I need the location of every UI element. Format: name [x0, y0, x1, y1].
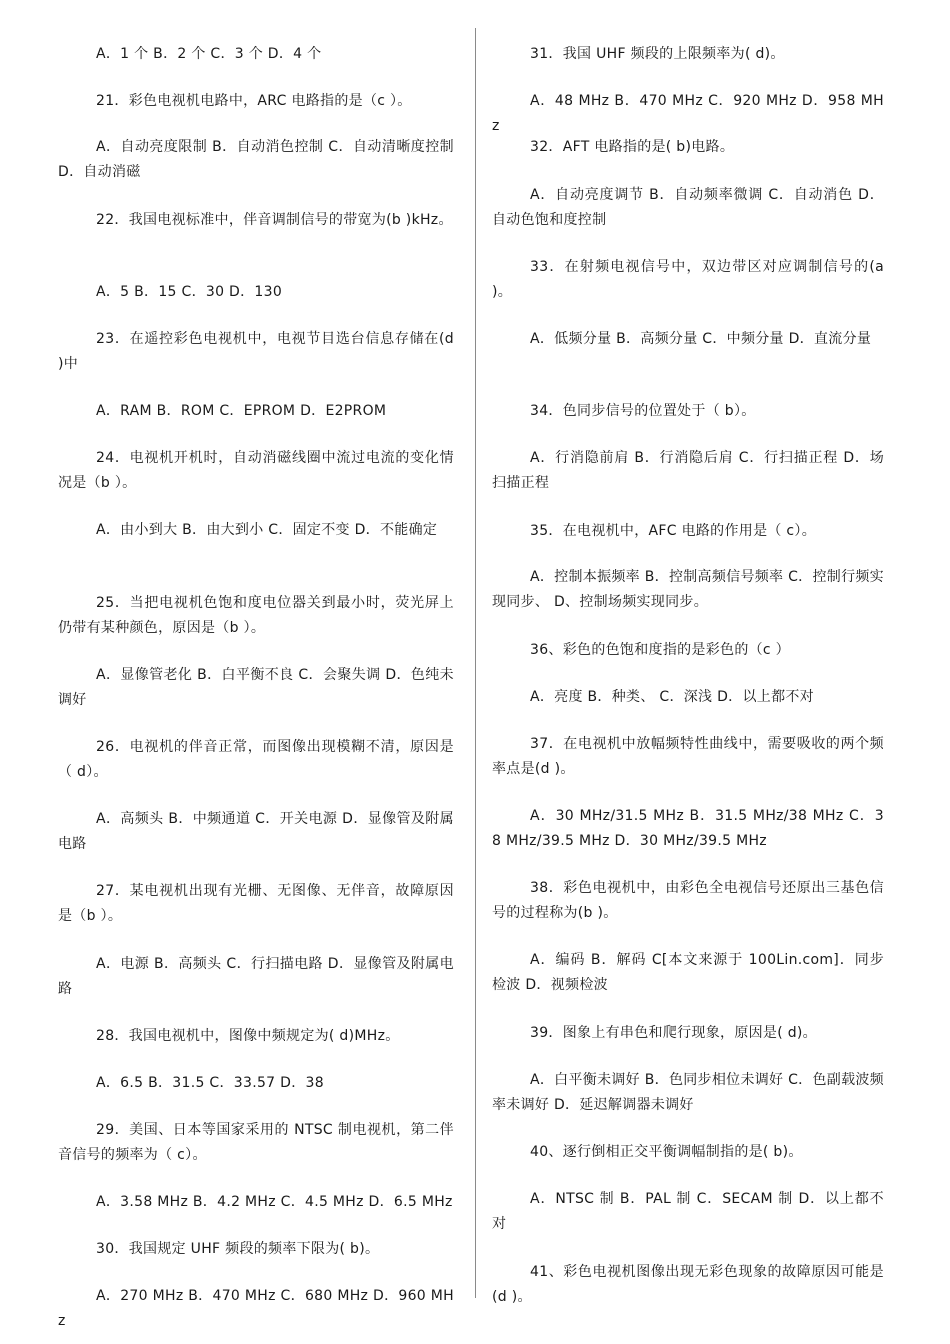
paragraph-answer-21: A．自动亮度限制 B．自动消色控制 C．自动清晰度控制 D．自动消磁: [58, 139, 454, 180]
question-29: 29．美国、日本等国家采用的 NTSC 制电视机，第二伴音信号的频率为（ c）。: [58, 1122, 454, 1163]
paragraph-answer-30: A．270 MHz B．470 MHz C．680 MHz D．960 MHz: [58, 1288, 454, 1329]
question-41: 41、彩色电视机图像出现无彩色现象的故障原因可能是(d )。: [492, 1264, 884, 1305]
question-27: 27．某电视机出现有光栅、无图像、无伴音，故障原因是（b ）。: [58, 883, 454, 924]
paragraph-answer-29: A．3.58 MHz B．4.2 MHz C．4.5 MHz D．6.5 MHz: [96, 1194, 453, 1210]
left-column: [58, 0, 454, 1344]
question-37: 37．在电视机中放幅频特性曲线中，需要吸收的两个频率点是(d )。: [492, 736, 884, 777]
question-25: 25．当把电视机色饱和度电位器关到最小时，荧光屏上仍带有某种颜色，原因是（b ）。: [58, 595, 454, 636]
question-38: 38．彩色电视机中，由彩色全电视信号还原出三基色信号的过程称为(b )。: [492, 880, 884, 921]
paragraph-answer-23: A．RAM B．ROM C．EPROM D．E2PROM: [96, 403, 387, 419]
paragraph-answer-22: A．5 B．15 C．30 D．130: [96, 284, 283, 300]
right-column: [492, 0, 884, 1344]
paragraph-answer-35: A．控制本振频率 B．控制高频信号频率 C．控制行频实现同步、 D、控制场频实现同步。: [492, 569, 884, 610]
paragraph-answer-32: A．自动亮度调节 B．自动频率微调 C．自动消色 D．自动色饱和度控制: [492, 187, 884, 228]
question-40: 40、逐行倒相正交平衡调幅制指的是( b)。: [530, 1144, 803, 1160]
paragraph-answer-38: A．编码 B．解码 C[本文来源于 100Lin.com]．同步检波 D．视频检波: [492, 952, 884, 993]
paragraph-answer-31: A．48 MHz B．470 MHz C．920 MHz D．958 MHz: [492, 93, 884, 134]
paragraph-answer-28: A．6.5 B．31.5 C．33.57 D．38: [96, 1075, 324, 1091]
paragraph-answer-20: A．1 个 B．2 个 C．3 个 D．4 个: [96, 46, 322, 62]
question-31: 31．我国 UHF 频段的上限频率为( d)。: [530, 46, 785, 62]
question-39: 39．图象上有串色和爬行现象，原因是( d)。: [530, 1025, 817, 1041]
question-30: 30．我国规定 UHF 频段的频率下限为( b)。: [96, 1241, 380, 1257]
paragraph-answer-37: A．30 MHz/31.5 MHz B．31.5 MHz/38 MHz C．38 MHz/39.5 MHz D．30 MHz/39.5 MHz: [492, 808, 884, 849]
paragraph-answer-36: A．亮度 B．种类、 C．深浅 D．以上都不对: [530, 689, 814, 705]
paragraph-answer-33: A．低频分量 B．高频分量 C．中频分量 D．直流分量: [530, 331, 872, 347]
question-32: 32．AFT 电路指的是( b)电路。: [530, 139, 735, 155]
question-21: 21．彩色电视机电路中，ARC 电路指的是（c ）。: [96, 93, 412, 109]
question-33: 33．在射频电视信号中，双边带区对应调制信号的(a )。: [492, 259, 884, 300]
question-24: 24．电视机开机时，自动消磁线圈中流过电流的变化情况是（b ）。: [58, 450, 454, 491]
paragraph-answer-25: A．显像管老化 B．白平衡不良 C．会聚失调 D．色纯未调好: [58, 667, 454, 708]
paragraph-answer-40: A．NTSC 制 B．PAL 制 C．SECAM 制 D．以上都不对: [492, 1191, 884, 1232]
question-28: 28．我国电视机中，图像中频规定为( d)MHz。: [96, 1028, 400, 1044]
question-26: 26．电视机的伴音正常，而图像出现模糊不清，原因是（ d）。: [58, 739, 454, 780]
paragraph-answer-34: A．行消隐前肩 B．行消隐后肩 C．行扫描正程 D．场扫描正程: [492, 450, 884, 491]
paragraph-answer-27: A．电源 B．高频头 C．行扫描电路 D．显像管及附属电路: [58, 956, 454, 997]
paragraph-answer-24: A．由小到大 B．由大到小 C．固定不变 D．不能确定: [96, 522, 438, 538]
question-34: 34．色同步信号的位置处于（ b）。: [530, 403, 756, 419]
paragraph-answer-39: A．白平衡未调好 B．色同步相位未调好 C．色副载波频率未调好 D．延迟解调器未调好: [492, 1072, 884, 1113]
question-36: 36、彩色的色饱和度指的是彩色的（c ）: [530, 642, 790, 658]
column-divider: [475, 28, 476, 1298]
question-22: 22．我国电视标准中，伴音调制信号的带宽为(b )kHz。: [96, 212, 453, 228]
paragraph-answer-26: A．高频头 B．中频通道 C．开关电源 D．显像管及附属电路: [58, 811, 454, 852]
question-35: 35．在电视机中，AFC 电路的作用是（ c）。: [530, 523, 817, 539]
question-23: 23．在遥控彩色电视机中，电视节目选台信息存储在(d )中: [58, 331, 454, 372]
